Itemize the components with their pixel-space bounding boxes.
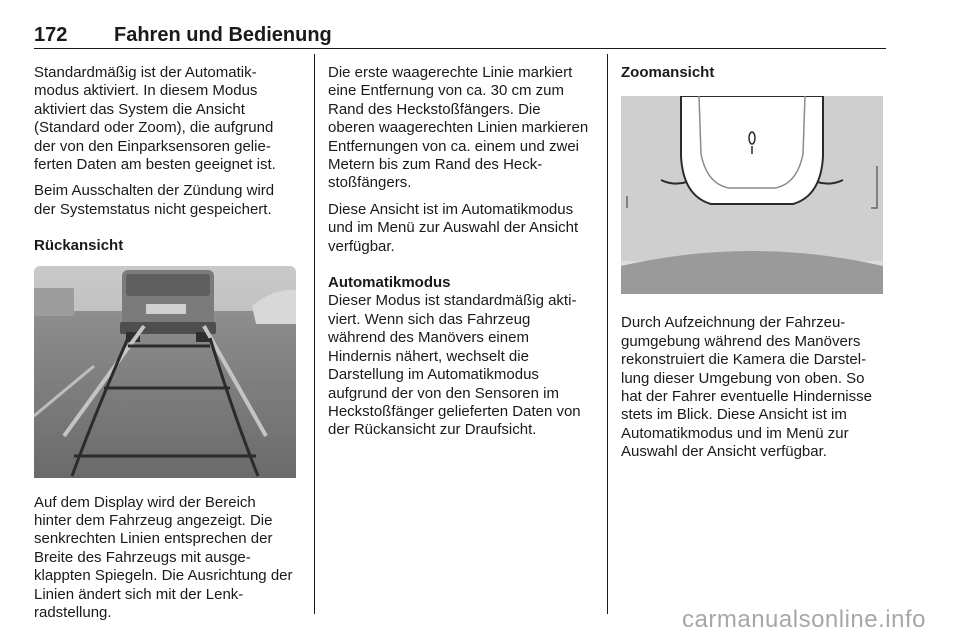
rear-view-camera-image — [34, 266, 296, 478]
paragraph-ignition-off: Beim Ausschalten der Zündung wird der Systemstatus nicht gespeichert. — [34, 182, 275, 218]
paragraph-horizontal-lines: Die erste waagerechte Linie markiert eine Entfernung von ca. 30 cm zum Rand des Heckstoßfängers. Die oberen waagerechten Linien markieren Entfernungen von ca. einem und zwei Metern bis zum Rand des Heckstoßfängers. — [328, 64, 589, 192]
heading-automatic-mode: Automatikmodus — [328, 274, 451, 292]
paragraph-view-availability: Diese Ansicht ist im Automatikmodus und im Menü zur Auswahl der Ansicht verfügbar. — [328, 200, 579, 255]
heading-rear-view: Rückansicht — [34, 237, 124, 255]
paragraph-rear-view-description: Auf dem Display wird der Bereich hinter dem Fahrzeug angezeigt. Die senkrechten Linien entsprechen der Breite des Fahrzeugs mit ausgeklappten Spiegeln. Die Ausrichtung der Linien ändert sich mit der Lenkradstellung. — [34, 493, 293, 622]
watermark: carmanualsonline.info — [682, 606, 926, 633]
zoom-view-camera-image — [621, 96, 883, 294]
column-2 — [328, 64, 590, 448]
page-number: 172 — [34, 24, 68, 46]
column-divider-2 — [607, 54, 608, 614]
column-1 — [34, 64, 296, 631]
heading-zoom-view: Zoomansicht — [621, 64, 715, 81]
column-3 — [621, 64, 887, 470]
column-divider-1 — [314, 54, 315, 614]
paragraph-automatic-default: Standardmäßig ist der Automatikmodus aktiviert. In diesem Modus aktiviert das System die Ansicht (Standard oder Zoom), die aufgrund der von den Einparksensoren gelieferten Daten am besten geeignet ist. — [34, 64, 276, 174]
section-title: Fahren und Bedienung — [114, 24, 332, 46]
page-header — [34, 24, 886, 49]
paragraph-zoom-view-description: Durch Aufzeichnung der Fahrzeugumgebung während des Manövers rekonstruiert die Kamera die Darstellung dieser Umgebung von oben. So hat der Fahrer eventuelle Hindernisse stets im Blick. Diese Ansicht ist im Automatikmodus und im Menü zur Auswahl der Ansicht verfügbar. — [621, 314, 872, 461]
paragraph-automatic-mode: Dieser Modus ist standardmäßig aktiviert. Wenn sich das Fahrzeug während des Manövers einem Hindernis nähert, wechselt die Darstellung im Automatikmodus aufgrund der von den Sensoren im Heckstoßfänger gelieferten Daten von der Rückansicht zur Draufsicht. — [328, 292, 581, 439]
